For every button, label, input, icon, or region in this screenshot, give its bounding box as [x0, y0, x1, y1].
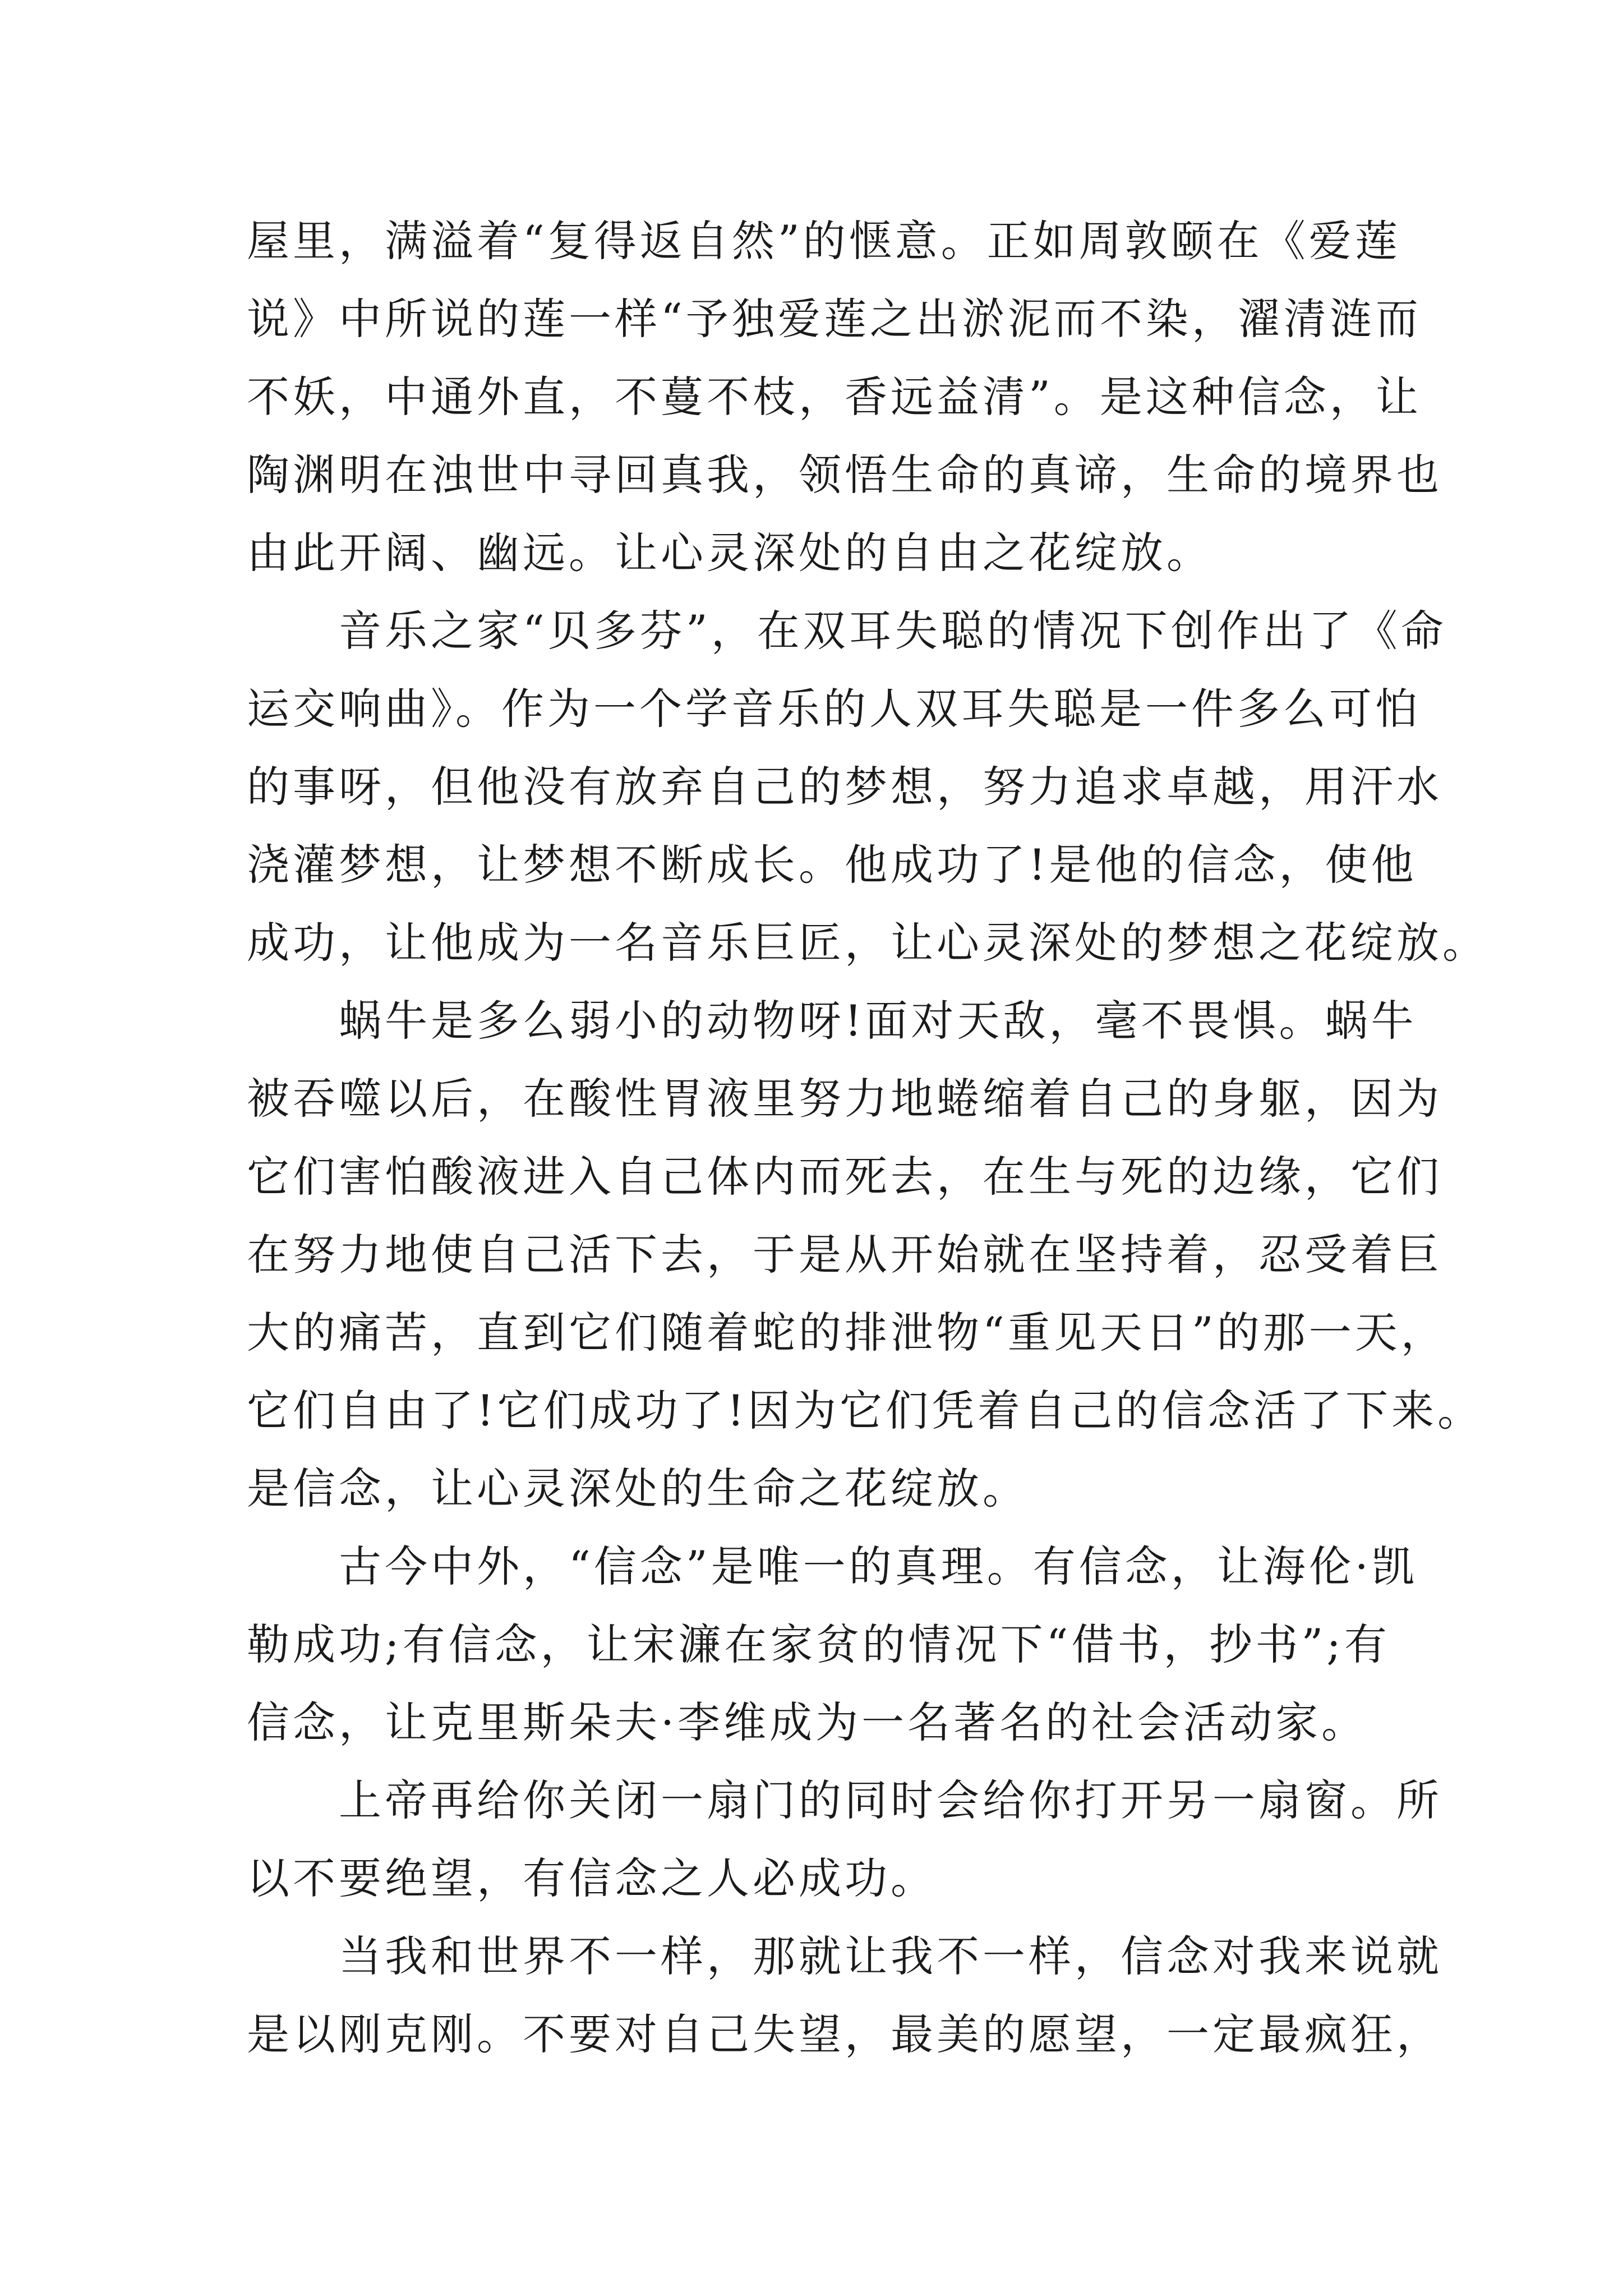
text-line: 的事呀，但他没有放弃自己的梦想，努力追求卓越，用汗水	[247, 762, 1442, 812]
text-line: 屋里，满溢着“复得返自然”的惬意。正如周敦颐在《爱莲	[247, 216, 1401, 266]
paragraph-1	[247, 202, 1442, 592]
paragraph-2	[247, 592, 1488, 982]
text-line: 陶渊明在浊世中寻回真我，领悟生命的真谛，生命的境界也	[247, 450, 1442, 500]
text-line: 信念，让克里斯朵夫·李维成为一名著名的社会活动家。	[247, 1697, 1368, 1747]
text-line: 由此开阔、幽远。让心灵深处的自由之花绽放。	[247, 528, 1212, 578]
text-line: 成功，让他成为一名音乐巨匠，让心灵深处的梦想之花绽放。	[247, 918, 1488, 968]
text-line: 音乐之家“贝多芬”，在双耳失聪的情况下创作出了《命	[247, 606, 1447, 656]
paragraph-4	[247, 1527, 1418, 1761]
paragraph-3	[247, 982, 1484, 1527]
text-line: 不妖，中通外直，不蔓不枝，香远益清”。是这种信念，让	[247, 372, 1422, 422]
text-line: 被吞噬以后，在酸性胃液里努力地蜷缩着自己的身躯，因为	[247, 1074, 1442, 1124]
text-line: 它们害怕酸液进入自己体内而死去，在生与死的边缘，它们	[247, 1152, 1442, 1202]
text-line: 蜗牛是多么弱小的动物呀!面对天敌，毫不畏惧。蜗牛	[247, 996, 1417, 1046]
paragraph-5	[247, 1761, 1442, 1917]
paragraph-6	[247, 1917, 1442, 2073]
text-line: 上帝再给你关闭一扇门的同时会给你打开另一扇窗。所	[247, 1775, 1442, 1825]
text-line: 在努力地使自己活下去，于是从开始就在坚持着，忍受着巨	[247, 1230, 1442, 1280]
text-line: 古今中外，“信念”是唯一的真理。有信念，让海伦·凯	[247, 1542, 1418, 1591]
text-line: 以不要绝望，有信念之人必成功。	[247, 1853, 937, 1903]
text-line: 是以刚克刚。不要对自己失望，最美的愿望，一定最疯狂，	[247, 2009, 1442, 2059]
text-line: 当我和世界不一样，那就让我不一样，信念对我来说就	[247, 1931, 1442, 1981]
text-line: 说》中所说的莲一样“予独爱莲之出淤泥而不染，濯清涟而	[247, 294, 1422, 344]
body-text	[247, 202, 1488, 2073]
text-line: 是信念，让心灵深处的生命之花绽放。	[247, 1464, 1029, 1513]
text-line: 大的痛苦，直到它们随着蛇的排泄物“重见天日”的那一天，	[247, 1308, 1447, 1358]
text-line: 它们自由了!它们成功了!因为它们凭着自己的信念活了下来。	[247, 1386, 1484, 1435]
text-line: 勒成功;有信念，让宋濂在家贫的情况下“借书，抄书”;有	[247, 1619, 1390, 1669]
text-line: 运交响曲》。作为一个学音乐的人双耳失聪是一件多么可怕	[247, 684, 1421, 734]
text-line: 浇灌梦想，让梦想不断成长。他成功了!是他的信念，使他	[247, 840, 1417, 890]
